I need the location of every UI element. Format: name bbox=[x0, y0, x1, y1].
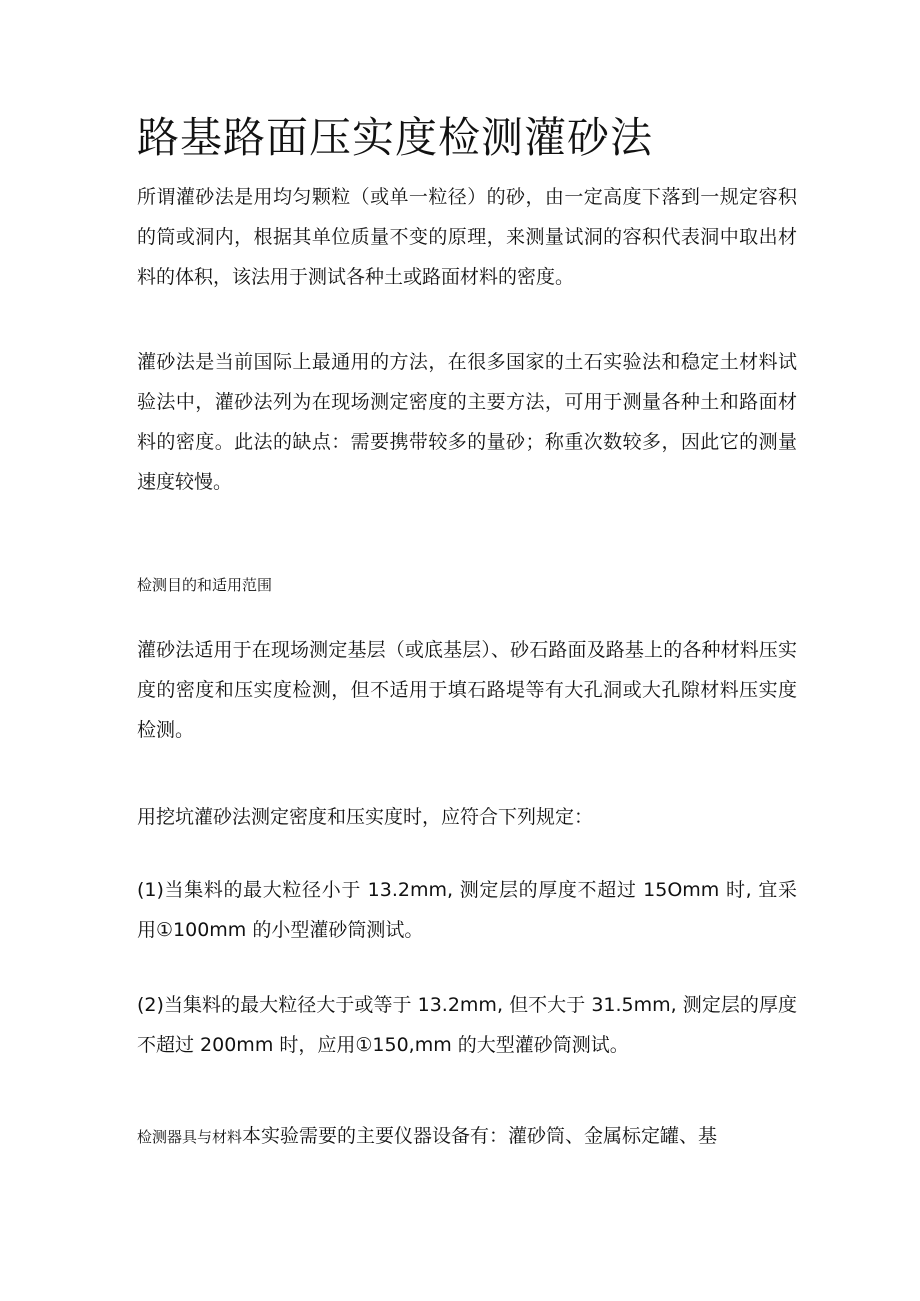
paragraph-rule-1: (1)当集料的最大粒径小于 13.2mm, 测定层的厚度不超过 15Omm 时, 宜采用①100mm 的小型灌砂筒测试。 bbox=[137, 879, 797, 941]
paragraph-method-overview: 灌砂法是当前国际上最通用的方法，在很多国家的土石实验法和稳定土材料试验法中，灌砂法列为在现场测定密度的主要方法，可用于测量各种土和路面材料的密度。此法的缺点：需要携带较多的量砂；称重次数较多，因此它的测量速度较慢。 bbox=[137, 351, 797, 493]
paragraph-applicability: 灌砂法适用于在现场测定基层（或底基层）、砂石路面及路基上的各种材料压实度的密度和压实度检测，但不适用于填石路堤等有大孔洞或大孔隙材料压实度检测。 bbox=[137, 639, 797, 741]
paragraph-rules-intro: 用挖坑灌砂法测定密度和压实度时，应符合下列规定： bbox=[137, 806, 594, 828]
paragraph-equipment bbox=[137, 1116, 797, 1157]
section-heading-purpose: 检测目的和适用范围 bbox=[137, 576, 273, 594]
equipment-text: 本实验需要的主要仪器设备有：灌砂筒、金属标定罐、基 bbox=[242, 1125, 718, 1147]
paragraph-definition: 所谓灌砂法是用均匀颗粒（或单一粒径）的砂，由一定高度下落到一规定容积的筒或洞内，根据其单位质量不变的原理，来测量试洞的容积代表洞中取出材料的体积，该法用于测试各种土或路面材料的密度。 bbox=[137, 186, 797, 288]
paragraph-rule-2: (2)当集料的最大粒径大于或等于 13.2mm, 但不大于 31.5mm, 测定层的厚度不超过 200mm 时，应用①150,mm 的大型灌砂筒测试。 bbox=[137, 994, 797, 1056]
section-heading-equipment: 检测器具与材料 bbox=[137, 1128, 243, 1146]
document-title: 路基路面压实度检测灌砂法 bbox=[137, 113, 654, 162]
